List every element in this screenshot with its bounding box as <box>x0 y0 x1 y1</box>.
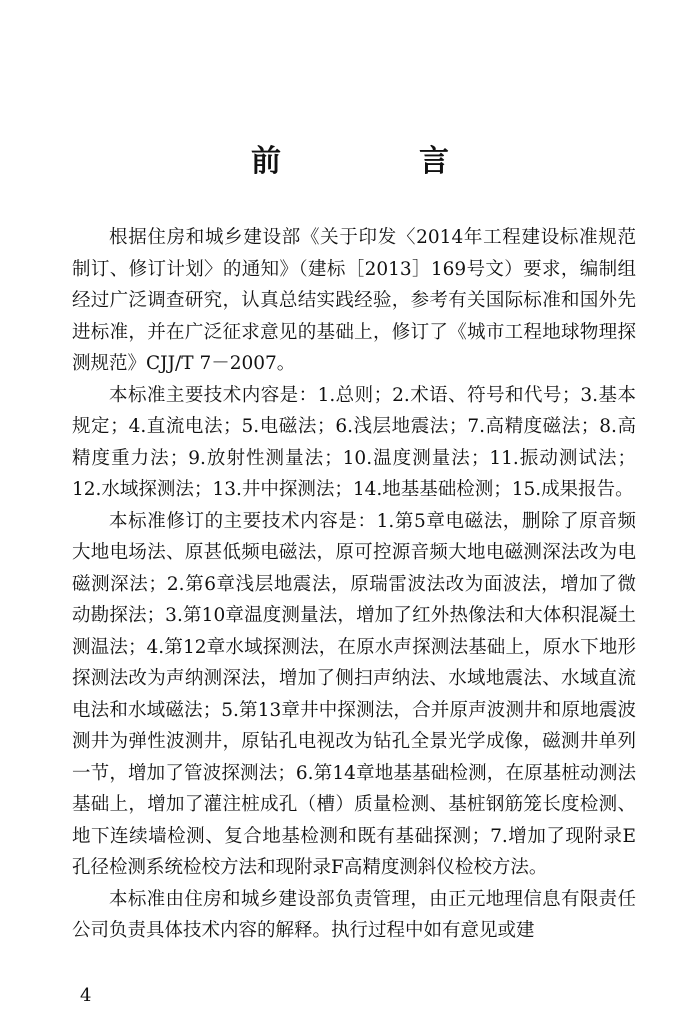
page-number: 4 <box>80 985 92 1006</box>
paragraph-revision-content: 本标准修订的主要技术内容是：1.第5章电磁法，删除了原音频大地电场法、原甚低频电磁法，原可控源音频大地电磁测深法改为电磁测深法；2.第6章浅层地震法，原瑞雷波法改为面波法，增加了微动勘探法；3.第10章温度测量法，增加了红外热像法和大体积混凝土测温法；4.第12章水域探测法，在原水声探测法基础上，原水下地形探测法改为声纳测深法，增加了侧扫声纳法、水域地震法、水域直流电法和水域磁法；5.第13章井中探测法，合并原声波测井和原地震波测井为弹性波测井，原钻孔电视改为钻孔全景光学成像，磁测井单列一节，增加了管波探测法；6.第14章地基基础检测，在原基桩动测法基础上，增加了灌注桩成孔（槽）质量检测、基桩钢筋笼长度检测、地下连续墙检测、复合地基检测和既有基础探测；7.增加了现附录E孔径检测系统检校方法和现附录F高精度测斜仪检校方法。 <box>72 510 636 878</box>
page-title: 前 言 <box>251 144 503 179</box>
body-text <box>72 222 636 947</box>
paragraph-management: 本标准由住房和城乡建设部负责管理，由正元地理信息有限责任公司负责具体技术内容的解释。执行过程中如有意见或建 <box>72 888 636 941</box>
paragraph-main-content: 本标准主要技术内容是：1.总则；2.术语、符号和代号；3.基本规定；4.直流电法；5.电磁法；6.浅层地震法；7.高精度磁法；8.高精度重力法；9.放射性测量法；10.温度测量法；11.振动测试法；12.水域探测法；13.井中探测法；14.地基基础检测；15.成果报告。 <box>72 384 636 500</box>
paragraph-basis: 根据住房和城乡建设部《关于印发〈2014年工程建设标准规范制订、修订计划〉的通知》（建标［2013］169号文）要求，编制组经过广泛调查研究，认真总结实践经验，参考有关国际标准和国外先进标准，并在广泛征求意见的基础上，修订了《城市工程地球物理探测规范》CJJ/T 7－2007。 <box>72 227 636 374</box>
